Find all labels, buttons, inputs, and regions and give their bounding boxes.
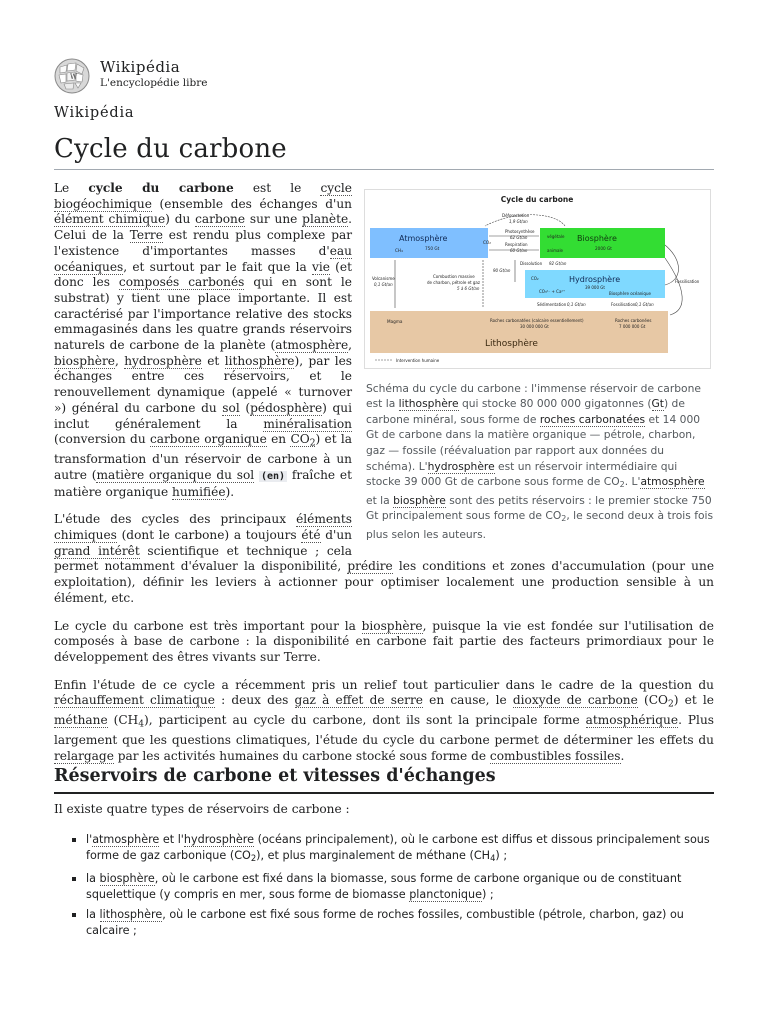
link-grand-interet[interactable]: grand intérêt bbox=[54, 543, 140, 558]
paragraph-etude: L'étude des cycles des principaux éléments chimiques (dont le carbone) a toujours été d'un grand intérêt scientifique et technique ; cela permet notamment d'évaluer la disponibilité, prédire les conditions et zones d'accumulation (pour une exploitation), définir les leviers à actionner pour optimiser localement une production sensible à un élément, etc. bbox=[54, 512, 715, 605]
lithosphere-label: Lithosphère bbox=[485, 339, 538, 349]
sedimentation-value: 0,1 Gt/an bbox=[567, 302, 586, 307]
link-ete[interactable]: été bbox=[301, 528, 321, 543]
fossilisation-label: Fossilisation bbox=[611, 302, 636, 307]
link-humifiee[interactable]: humifiée bbox=[172, 484, 226, 499]
volcanisme-value: 0,1 Gt/an bbox=[374, 282, 393, 287]
hydro-co2-label: CO₂ bbox=[531, 276, 539, 281]
paragraph-importance: Le cycle du carbone est très important pour la biosphère, puisque la vie est fondée sur l'utilisation de composés à base de carbone : la disponibilité en carbone fait partie des facteurs primordiaux pour le développement des êtres vivants sur Terre. bbox=[54, 618, 714, 664]
list-link-hydrosphere[interactable]: hydrosphère bbox=[183, 833, 255, 846]
link-matiere-organique-du-sol[interactable]: matière organique du sol bbox=[96, 467, 255, 482]
link-vie[interactable]: vie bbox=[312, 259, 330, 274]
site-header bbox=[54, 56, 354, 96]
list-link-lithosphere[interactable]: lithosphère bbox=[99, 908, 163, 922]
roches-carbonatees-value: 30 000 000 Gt bbox=[520, 324, 549, 329]
combustion-label: Combustion massive bbox=[433, 274, 475, 279]
sedimentation-label: Sédimentation bbox=[537, 302, 567, 307]
reservoir-list bbox=[72, 832, 712, 943]
caption-link-hydrosphere[interactable]: hydrosphère bbox=[427, 459, 495, 473]
combustion-label-2: de charbon, pétrole et gaz bbox=[427, 280, 480, 285]
section-intro: Il existe quatre types de réservoirs de carbone : bbox=[54, 802, 350, 816]
title-divider bbox=[54, 169, 714, 170]
link-relargage[interactable]: relargage bbox=[54, 749, 114, 763]
link-lithosphere[interactable]: lithosphère bbox=[224, 353, 295, 368]
site-wordmark: Wikipédia bbox=[54, 105, 135, 121]
list-item: l'atmosphère et l'hydrosphère (océans principalement), où le carbone est diffus et dissous principalement sous forme de gaz carbonique $(CO_2)$, et plus marginalement de méthane $(CH_4)$ ; bbox=[72, 832, 712, 866]
term-cycle-du-carbone: cycle du carbone bbox=[88, 181, 234, 195]
diagram-title: Cycle du carbone bbox=[500, 195, 574, 204]
link-gaz-effet-de-serre[interactable]: gaz à effet de serre bbox=[294, 693, 423, 708]
link-sol[interactable]: sol bbox=[222, 400, 240, 415]
article-body bbox=[54, 181, 714, 777]
language-tag-en[interactable]: (en) bbox=[261, 470, 286, 482]
carbon-cycle-diagram[interactable] bbox=[364, 189, 711, 369]
link-mineralisation[interactable]: minéralisation bbox=[263, 416, 352, 431]
respiration-label: Respiration bbox=[505, 242, 528, 247]
atmosphere-value: 750 Gt bbox=[425, 246, 440, 251]
ch4-label: CH₄ bbox=[395, 248, 403, 253]
atmosphere-box bbox=[370, 228, 488, 258]
fossilisation-value: 0,1 Gt/an bbox=[635, 302, 654, 307]
link-co2[interactable]: $CO_2$ bbox=[290, 432, 316, 449]
carbon-cycle-figure bbox=[364, 189, 714, 543]
list-item: la lithosphère, où le carbone est fixé sous forme de roches fossiles, combustible (pétrole, charbon, gaz) ou calcaire ; bbox=[72, 907, 712, 938]
combustion-value: 5 à 6 Gt/an bbox=[457, 286, 480, 291]
caption-link-gt[interactable]: Gt bbox=[651, 397, 664, 411]
volcanisme-label: Volcanisme bbox=[372, 276, 395, 281]
link-planete[interactable]: planète bbox=[302, 212, 349, 227]
wikipedia-globe-icon[interactable] bbox=[54, 58, 90, 94]
list-link-biosphere[interactable]: biosphère bbox=[99, 872, 155, 886]
link-combustibles-fossiles[interactable]: combustibles fossiles bbox=[489, 749, 621, 763]
link-biosphere[interactable]: biosphère bbox=[54, 353, 115, 368]
brand-name[interactable]: Wikipédia bbox=[100, 58, 181, 76]
caption-link-lithosphere[interactable]: lithosphère bbox=[398, 397, 459, 411]
photosynthese-label: Photosynthèse bbox=[505, 229, 535, 234]
deforestation-label: Déforestation bbox=[502, 213, 530, 218]
roches-carbonatees-label: Roches carbonatées (calcaire essentiellement) bbox=[490, 318, 584, 323]
dissolution-label: Dissolution bbox=[520, 261, 543, 266]
figure-caption: Schéma du cycle du carbone : l'immense réservoir de carbone est la lithosphère qui stocke 80 000 000 gigatonnes (Gt) de carbone minéral, sous forme de roches carbonatées et 14 000 Gt de carbone dans la matière organique — pétrole, charbon, gaz — fossile (réévaluation par rapport aux données du schéma). L'hydrosphère est un réservoir intermédiaire qui stocke 39 000 Gt de carbone sous forme de $CO_2$. L'atmosphère et la biosphère sont des petits réservoirs : le premier stocke 750 Gt principalement sous forme de $CO_2$, le second deux à trois fois plus selon les auteurs. bbox=[366, 381, 714, 542]
exchange-value: 90 Gt/an bbox=[493, 268, 511, 273]
list-link-atmosphere[interactable]: atmosphère bbox=[92, 833, 160, 846]
link-atmosphere[interactable]: atmosphère bbox=[275, 338, 349, 353]
link-predire[interactable]: prédire bbox=[347, 559, 393, 574]
link-elements-chimiques[interactable]: éléments chimiques bbox=[54, 512, 352, 543]
paragraph-intro: Le cycle du carbone est le cycle biogéochimique (ensemble des échanges d'un élément chimique) du carbone sur une planète. Celui de la Terre est rendu plus complexe par l'existence d'importantes masses d'eau océaniques, et surtout par le fait que la vie (et donc les composés carbonés qui en sont le substrat) y tient une place importante. Il est caractérisé par l'importance relative des stocks emmagasinés dans les quatre grands réservoirs naturels de carbone de la planète (atmosphère, biosphère, hydrosphère et lithosphère), par les échanges entre ces réservoirs, et le renouvellement dynamique (appelé « turnover ») général du carbone du sol (pédosphère) qui inclut généralement la minéralisation (conversion du carbone organique en $CO_2$) et la transformation d'un réservoir de carbone à un autre (matière organique du sol (en) fraîche et matière organique humifiée). bbox=[54, 181, 353, 499]
vegetale-label: végétale bbox=[547, 234, 565, 239]
section-heading: Réservoirs de carbone et vitesses d'échanges bbox=[54, 766, 496, 786]
link-cycle-biogeochimique[interactable]: cycle biogéochimique bbox=[54, 181, 352, 211]
link-rechauffement-climatique[interactable]: réchauffement climatique bbox=[54, 693, 215, 708]
caption-link-roches-carbonatees[interactable]: roches carbonatées bbox=[539, 412, 646, 426]
hydrosphere-value: 39 000 Gt bbox=[585, 285, 605, 290]
link-eau-oceaniques[interactable]: eau océaniques bbox=[54, 243, 352, 274]
page-title: Cycle du carbone bbox=[54, 134, 287, 164]
animale-label: animale bbox=[547, 248, 564, 253]
brand-tagline: L'encyclopédie libre bbox=[100, 77, 208, 89]
link-composes-carbones[interactable]: composés carbonés bbox=[118, 275, 245, 290]
biosphere-oceanique-label: Biosphère océanique bbox=[609, 291, 651, 296]
roches-carbonees-label: Roches carbonées bbox=[615, 318, 652, 323]
link-methane[interactable]: méthane bbox=[54, 713, 108, 728]
list-item: la biosphère, où le carbone est fixé dans la biomasse, sous forme de carbone organique ou de constituant squelettique (y compris en mer, sous forme de biomasse planctonique) ; bbox=[72, 871, 712, 902]
link-pedosphere[interactable]: pédosphère bbox=[250, 400, 323, 415]
link-carbone-organique[interactable]: carbone organique bbox=[149, 432, 267, 447]
caption-link-atmosphere[interactable]: atmosphère bbox=[640, 475, 705, 489]
biosphere-value: 2000 Gt bbox=[595, 246, 612, 251]
deforestation-value: 1,9 Gt/an bbox=[509, 219, 528, 224]
svg-text:W: W bbox=[70, 73, 78, 81]
respiration-value: 60 Gt/an bbox=[510, 248, 528, 253]
atmosphere-label: Atmosphère bbox=[399, 234, 448, 243]
hydro-ions-label: CO₃²⁻ + Ca²⁺ bbox=[539, 289, 566, 294]
link-terre[interactable]: Terre bbox=[129, 228, 163, 243]
fossilisation-side-label: Fossilisation bbox=[675, 279, 700, 284]
link-hydrosphere[interactable]: hydrosphère bbox=[124, 353, 202, 368]
hydrosphere-label: Hydrosphère bbox=[569, 275, 621, 284]
biosphere-box bbox=[540, 228, 665, 258]
link-biosphere-2[interactable]: biosphère bbox=[361, 618, 423, 633]
magma-label: Magma bbox=[387, 319, 403, 324]
paragraph-climat: Enfin l'étude de ce cycle a récemment pris un relief tout particulier dans le cadre de la question du réchauffement climatique : deux des gaz à effet de serre en cause, le dioxyde de carbone $(CO_2)$ et le méthane $(CH_4)$, participent au cycle du carbone, dont ils sont la principale forme atmosphérique. Plus largement que les questions climatiques, l'étude du cycle du carbone permet de déterminer les effets du relargage par les activités humaines du carbone stocké sous forme de combustibles fossiles. bbox=[54, 677, 714, 763]
co2-label: CO₂ bbox=[483, 240, 491, 245]
link-carbone[interactable]: carbone bbox=[195, 212, 246, 227]
photosynthese-value: 62 Gt/an bbox=[510, 235, 528, 240]
list-link-planctonique[interactable]: planctonique bbox=[409, 887, 482, 901]
section-divider bbox=[54, 792, 714, 794]
link-element-chimique[interactable]: élément chimique bbox=[54, 212, 166, 227]
link-atmospherique[interactable]: atmosphérique bbox=[585, 713, 679, 728]
legend-human-intervention: Intervention humaine bbox=[396, 358, 440, 363]
dissolution-value: 92 Gt/an bbox=[549, 261, 567, 266]
roches-carbonees-value: 7 000 000 Gt bbox=[619, 324, 646, 329]
biosphere-label: Biosphère bbox=[577, 234, 617, 243]
caption-link-biosphere[interactable]: biosphère bbox=[393, 493, 446, 507]
link-dioxyde-de-carbone[interactable]: dioxyde de carbone bbox=[512, 693, 638, 708]
